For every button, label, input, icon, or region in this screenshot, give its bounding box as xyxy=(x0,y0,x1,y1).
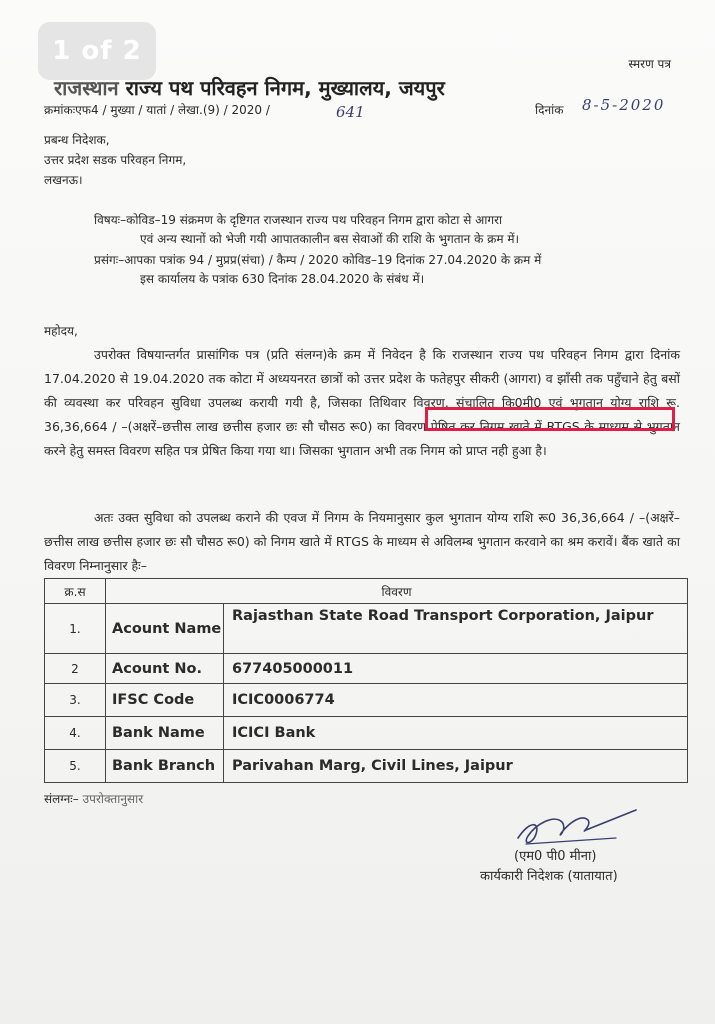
table-row xyxy=(45,717,688,750)
subject-label: विषयः xyxy=(94,213,121,227)
reference-context-label: प्रसंगः xyxy=(94,253,119,267)
bank-details-table xyxy=(44,578,688,783)
reference-number: क्रमांकःएफ4 / मुख्या / यातां / लेखा.(9) / 2020 / xyxy=(44,103,270,117)
table-header-row xyxy=(45,579,688,604)
table-row xyxy=(45,654,688,684)
row-label: Acount Name xyxy=(106,604,224,654)
enclosure-line xyxy=(44,790,143,807)
table-header-details: विवरण xyxy=(106,579,688,604)
subject-line-1: कोविड–19 संक्रमण के दृष्टिगत राजस्थान राज्य पथ परिवहन निगम द्वारा कोटा से आगरा xyxy=(126,213,503,227)
row-label: IFSC Code xyxy=(106,684,224,717)
table-header-serial: क्र.स xyxy=(45,579,106,604)
organization-name: राज्य पथ परिवहन निगम, मुख्यालय, जयपुर xyxy=(125,76,445,100)
row-label: Bank Branch xyxy=(106,750,224,783)
row-label: Acount No. xyxy=(106,654,224,684)
recipient-line-1: प्रबन्ध निदेशक, xyxy=(44,133,110,147)
subject-line-2: एवं अन्य स्थानों को भेजी गयी आपातकालीन बस सेवाओं की राशि के भुगतान के क्रम में। xyxy=(140,232,520,246)
enclosure-value: उपरोक्तानुसार xyxy=(82,792,144,806)
subject-block: विषयः–कोविड–19 संक्रमण के दृष्टिगत राजस्थान राज्य पथ परिवहन निगम द्वारा कोटा से आगरा एवं अन्य स्थानों को भेजी गयी आपातकालीन बस सेवाओं की राशि के भुगतान के क्रम में। xyxy=(94,211,675,249)
row-serial: 4. xyxy=(45,717,106,750)
handwritten-date: 8-5-2020 xyxy=(582,96,666,114)
body-paragraph-2: अतः उक्त सुविधा को उपलब्ध कराने की एवज में निगम के नियमानुसार कुल भुगतान योग्य राशि रू0 36,36,664 / –(अक्षरें–छत्तीस लाख छत्तीस हजार छः सौ चौसठ रू0) को निगम खाते में RTGS के माध्यम से अविलम्ब भुगतान करवाने का श्रम करावें। बैंक खाते का विवरण निम्नानुसार हैः– xyxy=(44,510,680,573)
row-label: Bank Name xyxy=(106,717,224,750)
recipient-line-3: लखनऊ। xyxy=(44,173,83,187)
row-serial: 3. xyxy=(45,684,106,717)
signatory-title: कार्यकारी निदेशक (यातायात) xyxy=(480,869,618,884)
enclosure-label: संलग्नः– xyxy=(44,792,79,806)
reference-context-line-2: इस कार्यालय के पत्रांक 630 दिनांक 28.04.2020 के संबंध में। xyxy=(140,272,425,286)
body-paragraph-1: उपरोक्त विषयान्तर्गत प्रासांगिक पत्र (प्रति संलग्न)के क्रम में निवेदन है कि राजस्थान राज्य पथ परिवहन निगम द्वारा दिनांक 17.04.2020 से 19.04.2020 तक कोटा में अध्ययनरत छात्रों को उत्तर प्रदेश के फतेहपुर सीकरी (आगरा) व झाँसी तक पहुँचाने हेतु बसों की व्यवस्था कर परिवहन सुविधा उपलब्ध करायी गयी है, जिसका तिथिवार विवरण, संचालित कि0मी0 एवं भुगतान योग्य राशि रू. 36,36,664 / –(अक्षरें–छत्तीस लाख छत्तीस हजार छः सौ चौसठ रू0) का विवरण प्रेषित कर निगम खाते में RTGS के माध्यम से भुगतान करने हेतु समस्त विवरण सहित पत्र प्रेषित किया गया था। जिसका भुगतान अभी तक निगम को प्राप्त नही हुआ है। xyxy=(44,347,680,458)
salutation: महोदय, xyxy=(44,324,78,338)
row-value: Rajasthan State Road Transport Corporation, Jaipur xyxy=(224,604,688,654)
memo-label: स्मरण पत्र xyxy=(628,57,671,71)
table-row xyxy=(45,604,688,654)
reference-context-block: प्रसंगः–आपका पत्रांक 94 / मुप्रप्र(संचा) / कैम्प / 2020 कोविड–19 दिनांक 27.04.2020 के क्रम में इस कार्यालय के पत्रांक 630 दिनांक 28.04.2020 के संबंध में। xyxy=(94,251,675,289)
row-value: Parivahan Marg, Civil Lines, Jaipur xyxy=(224,750,688,783)
row-serial: 1. xyxy=(45,604,106,654)
recipient-line-2: उत्तर प्रदेश सडक परिवहन निगम, xyxy=(44,153,187,167)
reference-context-line-1: आपका पत्रांक 94 / मुप्रप्र(संचा) / कैम्प / 2020 कोविड–19 दिनांक 27.04.2020 के क्रम में xyxy=(124,253,542,267)
amount-highlight-box xyxy=(425,407,675,431)
organization-name-faded: राजस्थान xyxy=(54,76,119,100)
row-value: 677405000011 xyxy=(224,654,688,684)
handwritten-reference-number: 641 xyxy=(336,103,365,121)
table-row xyxy=(45,684,688,717)
row-serial: 2 xyxy=(45,654,106,684)
signatory-name: (एम0 पी0 मीना) xyxy=(514,849,597,864)
row-value: ICICI Bank xyxy=(224,717,688,750)
table-row xyxy=(45,750,688,783)
page-indicator-badge: 1 of 2 xyxy=(38,22,156,80)
organization-header xyxy=(54,74,445,101)
row-serial: 5. xyxy=(45,750,106,783)
date-label: दिनांक xyxy=(535,103,564,117)
row-value: ICIC0006774 xyxy=(224,684,688,717)
